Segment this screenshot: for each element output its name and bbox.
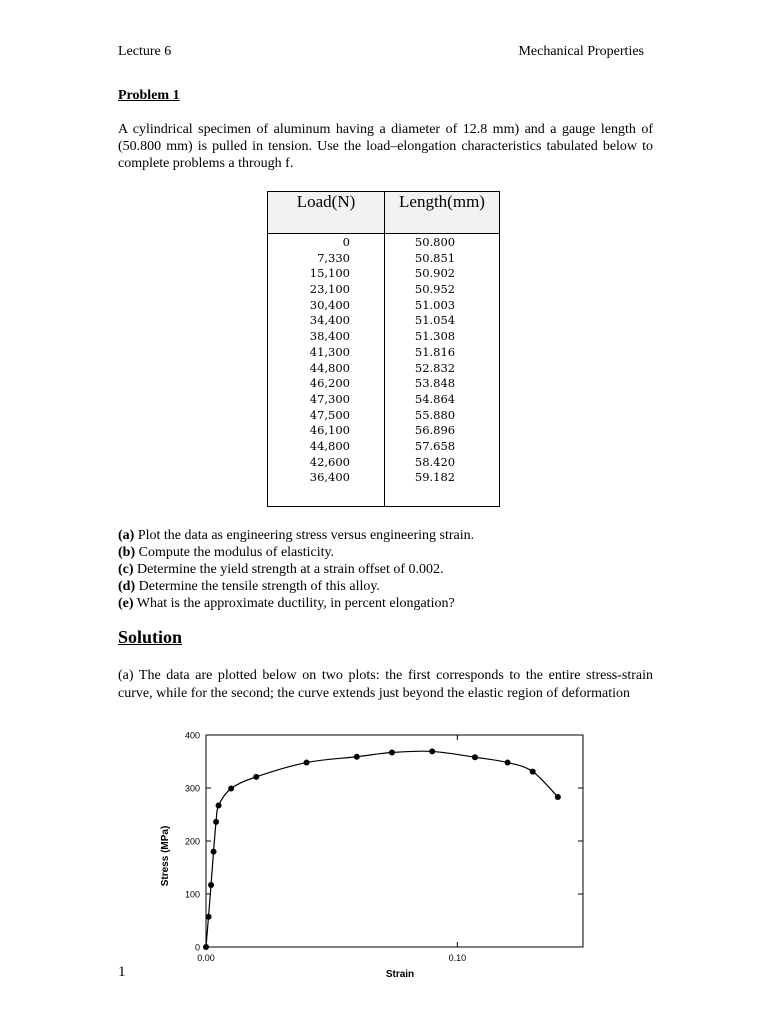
table-cell-length: 51.816 <box>414 344 456 359</box>
page-number: 1 <box>118 964 126 980</box>
data-point <box>206 914 212 920</box>
table-cell-load: 46,200 <box>309 376 350 391</box>
table-cell-load: 44,800 <box>309 438 350 453</box>
table-cell-load: 23,100 <box>309 282 350 297</box>
y-tick-label: 0 <box>194 942 200 953</box>
question-text: Determine the yield strength at a strain offset of 0.002. <box>133 562 444 577</box>
table-cell-load: 42,600 <box>309 454 350 469</box>
data-point <box>354 754 360 760</box>
y-tick-label: 400 <box>184 730 200 741</box>
question-label: (e) <box>118 596 134 611</box>
table-cell-load: 7,330 <box>317 250 350 265</box>
question-label: (a) <box>118 528 135 543</box>
question-text: Determine the tensile strength of this alloy. <box>135 579 380 594</box>
table-cell-load: 46,100 <box>309 423 350 438</box>
y-tick-label: 100 <box>184 889 200 900</box>
table-cell-load: 0 <box>342 235 350 249</box>
data-point <box>429 748 435 754</box>
header-lecture: Lecture 6 <box>118 44 172 59</box>
question-label: (c) <box>118 562 134 577</box>
data-point <box>211 849 217 855</box>
table-cell-length: 50.800 <box>414 235 456 249</box>
data-point <box>253 774 259 780</box>
question-text: Compute the modulus of elasticity. <box>135 545 335 560</box>
table-cell-length: 57.658 <box>414 438 456 453</box>
table-cell-load: 44,800 <box>309 360 350 375</box>
table-cell-length: 51.054 <box>414 313 456 328</box>
header-load: Load(N) <box>296 192 356 211</box>
table-cell-length: 50.952 <box>414 282 456 297</box>
table-cell-length: 55.880 <box>414 407 456 422</box>
problem-intro: A cylindrical specimen of aluminum having a diameter of 12.8 mm) and a gauge length of (50.800 mm) is pulled in tension. Use the load–elongation characteristics tabulated below to complete problems a through f. <box>118 122 653 171</box>
question-text: Plot the data as engineering stress versus engineering strain. <box>134 528 475 543</box>
data-point <box>505 760 511 766</box>
data-points <box>203 748 561 950</box>
table-cell-load: 15,100 <box>309 266 350 281</box>
table-cell-load: 36,400 <box>309 470 350 485</box>
table-cell-load: 47,500 <box>309 407 350 422</box>
y-tick-label: 200 <box>184 836 200 847</box>
data-point <box>555 794 561 800</box>
x-tick-label: 0.00 <box>197 953 215 963</box>
table-cell-length: 51.308 <box>414 329 456 344</box>
table-cell-length: 50.902 <box>414 266 456 281</box>
table-cell-length: 52.832 <box>414 360 456 375</box>
header-topic: Mechanical Properties <box>518 44 644 59</box>
data-point <box>389 749 395 755</box>
y-axis-ticks <box>185 731 583 953</box>
data-point <box>216 802 222 808</box>
question-label: (b) <box>118 545 136 560</box>
table-cell-length: 56.896 <box>414 423 456 438</box>
question-text: What is the approximate ductility, in percent elongation? <box>133 596 455 611</box>
solution-text: (a) The data are plotted below on two plots: the first corresponds to the entire stress-strain curve, while for the second; the curve extends just beyond the elastic region of deformation <box>118 668 653 701</box>
stress-strain-curve <box>206 751 558 947</box>
table-cell-length: 58.420 <box>414 454 456 469</box>
table-cell-load: 34,400 <box>309 313 350 328</box>
problem-title: Problem 1 <box>118 88 180 103</box>
table-cell-load: 41,300 <box>309 344 350 359</box>
data-point <box>530 769 536 775</box>
plot-frame <box>206 735 583 947</box>
table-cell-length: 53.848 <box>414 376 456 391</box>
x-axis-ticks <box>194 735 467 963</box>
table-cell-load: 30,400 <box>309 297 350 312</box>
table-cell-length: 51.003 <box>414 297 456 312</box>
table-cell-length: 50.851 <box>414 250 456 265</box>
data-point <box>208 882 214 888</box>
data-point <box>304 760 310 766</box>
header-length: Length(mm) <box>399 192 485 211</box>
table-cell-load: 47,300 <box>309 391 350 406</box>
x-axis-label: Strain <box>385 969 415 980</box>
y-tick-label: 300 <box>184 783 200 794</box>
table-cell-length: 59.182 <box>414 470 456 485</box>
data-point <box>203 944 209 950</box>
table-cell-load: 38,400 <box>309 329 350 344</box>
x-tick-label: 0.10 <box>448 953 467 963</box>
y-axis-label: Stress (MPa) <box>160 825 171 887</box>
table-cell-length: 54.864 <box>414 391 456 406</box>
question-label: (d) <box>118 579 136 594</box>
data-point <box>228 786 234 792</box>
data-point <box>213 819 219 825</box>
data-point <box>472 754 478 760</box>
solution-title: Solution <box>118 627 183 647</box>
